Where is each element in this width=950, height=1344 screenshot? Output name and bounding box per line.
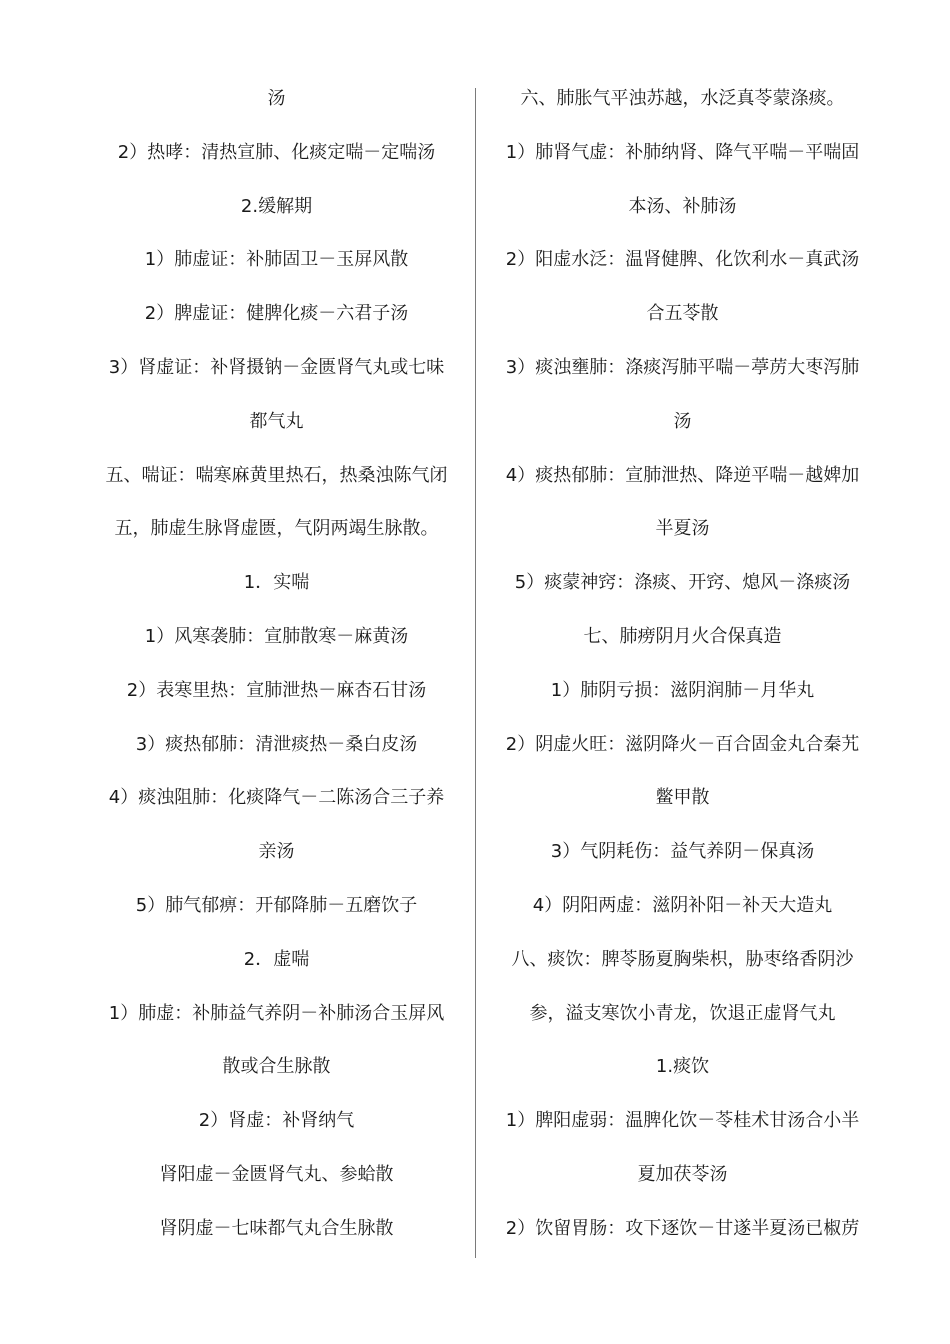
text-line: 3）肾虚证：补肾摄钠－金匮肾气丸或七味 <box>108 356 445 378</box>
text-line: 4）痰浊阻肺：化痰降气－二陈汤合三子养 <box>108 787 445 809</box>
text-line: 2）表寒里热：宣肺泄热－麻杏石甘汤 <box>126 679 427 701</box>
text-line: 5）痰蒙神窍：涤痰、开窍、熄风－涤痰汤 <box>514 572 851 594</box>
section-heading: 2．虚喘 <box>243 948 310 970</box>
text-line: 2）肾虚：补肾纳气 <box>198 1110 355 1132</box>
text-line: 4）痰热郁肺：宣肺泄热、降逆平喘－越婢加 <box>505 464 860 486</box>
right-column <box>490 72 875 1256</box>
section-heading: 2.缓解期 <box>240 195 313 217</box>
section-heading: 六、肺胀气平浊苏越，水泛真苓蒙涤痰。 <box>520 88 845 109</box>
text-line: 半夏汤 <box>655 518 710 540</box>
text-line: 2）饮留胃肠：攻下逐饮－甘遂半夏汤已椒苈 <box>505 1217 860 1239</box>
section-heading: 八、痰饮：脾苓肠夏胸柴枳，胁枣络香阴沙 <box>511 948 854 970</box>
section-heading: 七、肺痨阴月火合保真造 <box>583 625 782 647</box>
text-line: 3）痰浊壅肺：涤痰泻肺平喘－葶苈大枣泻肺 <box>505 356 860 378</box>
text-line: 1）肺虚证：补肺固卫－玉屏风散 <box>144 249 409 271</box>
text-line: 散或合生脉散 <box>222 1056 331 1078</box>
text-line: 5）肺气郁痹：开郁降肺－五磨饮子 <box>135 894 418 916</box>
text-line: 本汤、补肺汤 <box>628 195 737 217</box>
column-divider <box>475 88 476 1258</box>
section-heading: 1.痰饮 <box>655 1056 710 1078</box>
text-line: 1）肺虚：补肺益气养阴－补肺汤合玉屏风 <box>108 1002 445 1024</box>
text-line: 汤 <box>267 88 286 109</box>
left-column <box>84 72 469 1256</box>
text-line: 合五苓散 <box>646 303 719 325</box>
text-line: 2）脾虚证：健脾化痰－六君子汤 <box>144 303 409 325</box>
text-line: 亲汤 <box>258 841 295 863</box>
section-heading: 五、喘证：喘寒麻黄里热石，热桑浊陈气闭 <box>105 464 448 486</box>
text-line: 4）阴阳两虚：滋阴补阳－补天大造丸 <box>532 894 833 916</box>
text-line: 肾阳虚－金匮肾气丸、参蛤散 <box>159 1163 394 1185</box>
text-line: 1）脾阳虚弱：温脾化饮－苓桂术甘汤合小半 <box>505 1110 860 1132</box>
text-line: 3）痰热郁肺：清泄痰热－桑白皮汤 <box>135 733 418 755</box>
text-line: 2）阴虚火旺：滋阴降火－百合固金丸合秦艽 <box>505 733 860 755</box>
text-line: 2）热哮：清热宣肺、化痰定喘－定喘汤 <box>117 141 436 163</box>
text-line: 2）阳虚水泛：温肾健脾、化饮利水－真武汤 <box>505 249 860 271</box>
text-line: 参，溢支寒饮小青龙，饮退正虚肾气丸 <box>529 1002 836 1024</box>
text-line: 肾阴虚－七味都气丸合生脉散 <box>159 1217 394 1239</box>
text-line: 五，肺虚生脉肾虚匮，气阴两竭生脉散。 <box>114 518 439 540</box>
text-line: 1）风寒袭肺：宣肺散寒－麻黄汤 <box>144 625 409 647</box>
section-heading: 1．实喘 <box>243 572 310 594</box>
text-line: 鳖甲散 <box>655 787 710 809</box>
text-line: 汤 <box>673 410 692 432</box>
text-line: 夏加茯苓汤 <box>637 1163 728 1185</box>
text-line: 3）气阴耗伤：益气养阴－保真汤 <box>550 841 815 863</box>
text-line: 1）肺肾气虚：补肺纳肾、降气平喘－平喘固 <box>505 141 860 163</box>
text-line: 1）肺阴亏损：滋阴润肺－月华丸 <box>550 679 815 701</box>
text-line: 都气丸 <box>249 410 304 432</box>
